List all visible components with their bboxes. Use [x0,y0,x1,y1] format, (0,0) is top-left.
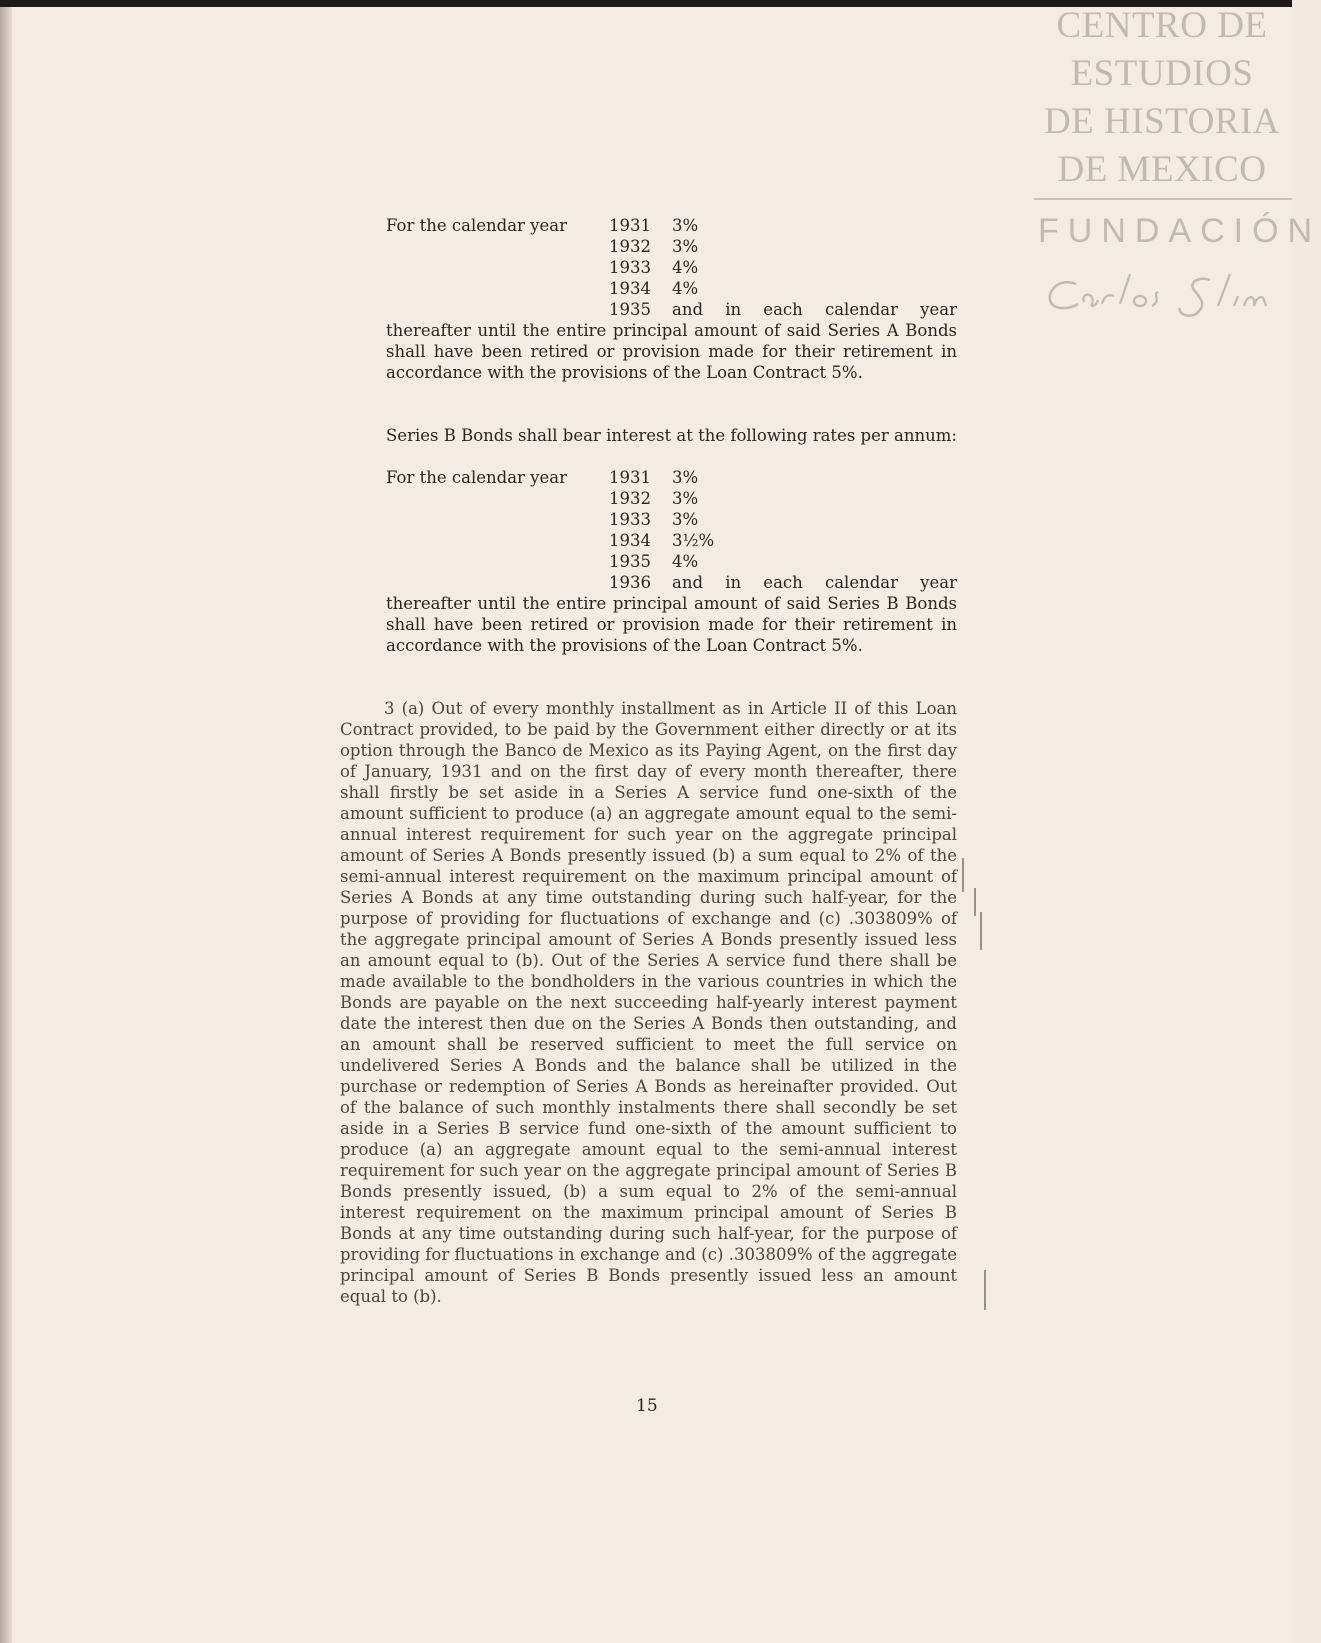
series-a-label: For the calendar year [386,216,567,235]
series-a-year: 1931 [609,216,651,235]
series-b-year: 1935 [609,552,651,571]
series-b-year: 1933 [609,510,651,529]
section-3a-paragraph: 3 (a) Out of every monthly installment as in Article II of this Loan Contract provided, to be paid by the Government either directly or at its option through the Banco de Mexico as its Paying Agent, on the first day of January, 1931 and on the first day of every month thereafter, there shall firstly be set aside in a Series A service fund one-sixth of the amount sufficient to produce (a) an aggregate amount equal to the semi-annual interest requirement for such year on the aggregate principal amount of Series A Bonds presently issued (b) a sum equal to 2% of the semi-annual interest requirement on the maximum principal amount of Series A Bonds at any time outstanding during such half-year, for the purpose of providing for fluctuations of exchange and (c) .303809% of the aggregate principal amount of Series A Bonds presently issued less an amount equal to (b). Out of the Series A service fund there shall be made available to the bondholders in the various countries in which the Bonds are payable on the next succeeding half-yearly interest payment date the interest then due on the Series A Bonds then outstanding, and an amount shall be reserved sufficient to meet the full service on undelivered Series A Bonds and the balance shall be utilized in the purchase or redemption of Series A Bonds as hereinafter provided. Out of the balance of such monthly instalments there shall secondly be set aside in a Series B service fund one-sixth of the amount sufficient to produce (a) an aggregate amount equal to the semi-annual interest requirement for such year on the aggregate principal amount of Series B Bonds presently issued, (b) a sum equal to 2% of the semi-annual interest requirement on the maximum principal amount of Series B Bonds at any time outstanding during such half-year, for the purpose of providing for fluctuations in exchange and (c) .303809% of the aggregate principal amount of Series B Bonds presently issued less an amount equal to (b). [340,699,957,1306]
series-b-final-year: 1936 [609,573,651,592]
series-b-rate: 3% [672,510,699,529]
series-b-year: 1931 [609,468,651,487]
series-a-rate: 4% [672,258,699,277]
series-a-year: 1933 [609,258,651,277]
series-b-label: For the calendar year [386,468,567,487]
series-a-rate: 3% [672,237,699,256]
series-a-rate: 4% [672,279,699,298]
series-b-year: 1934 [609,531,651,550]
series-b-continuation: thereafter until the entire principal amount of said Series B Bonds shall have been retired or provision made for their retirement in accordance with the provisions of the Loan Contract 5%. [386,594,957,655]
page-number: 15 [636,1396,658,1416]
margin-mark [984,1270,986,1310]
left-scan-shadow [0,7,12,1643]
series-a-continuation: thereafter until the entire principal amount of said Series A Bonds shall have been retired or provision made for their retirement in accordance with the provisions of the Loan Contract 5%. [386,321,957,382]
series-a-final-year: 1935 [609,300,651,319]
watermark-line-4: DE MEXICO [1057,149,1267,190]
series-b-rate: 3½% [672,531,715,550]
series-b-rate: 3% [672,468,699,487]
series-a-rate: 3% [672,216,699,235]
series-b-final-text: and in each calendar year [672,573,957,592]
watermark-line-2: ESTUDIOS [1070,53,1254,94]
watermark-line-3: DE HISTORIA [1043,101,1281,142]
margin-mark [962,858,964,892]
series-b-intro: Series B Bonds shall bear interest at the following rates per annum: [386,426,957,445]
series-b-rate: 3% [672,489,699,508]
margin-mark [974,888,976,916]
watermark-line-1: CENTRO DE [1056,5,1268,46]
watermark-divider [1034,198,1292,200]
watermark-fundacion: FUNDACIÓN [1038,212,1321,250]
series-a-year: 1934 [609,279,651,298]
signature-icon [1040,270,1292,320]
series-a-year: 1932 [609,237,651,256]
series-b-rate: 4% [672,552,699,571]
series-a-final-text: and in each calendar year [672,300,957,319]
margin-mark [980,912,982,950]
series-b-year: 1932 [609,489,651,508]
